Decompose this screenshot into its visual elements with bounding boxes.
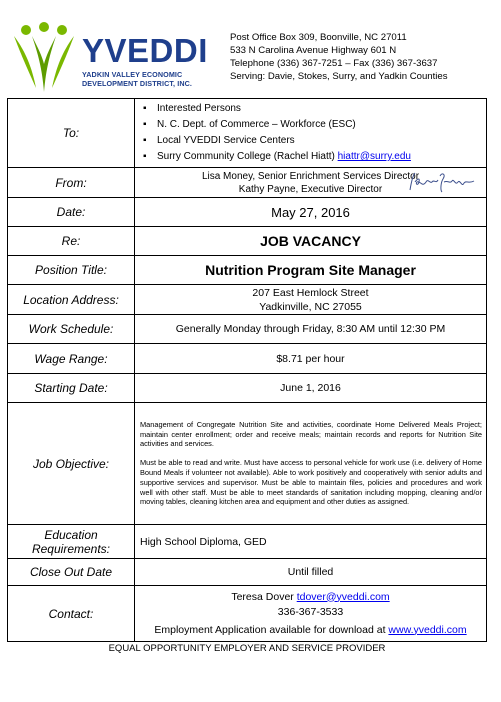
schedule-label: Work Schedule: [8,315,135,344]
close-label: Close Out Date [8,559,135,586]
recipient-list [135,99,486,167]
position-value: Nutrition Program Site Manager [135,256,487,285]
schedule-value: Generally Monday through Friday, 8:30 AM until 12:30 PM [135,315,487,344]
row-location [8,285,487,315]
contact-name-line: Teresa Dover tdover@yveddi.com [231,590,390,603]
recipient-item: ▪ Surry Community College (Rachel Hiatt) hiattr@surry.edu [157,149,486,165]
close-value: Until filled [135,559,487,586]
website-link[interactable]: www.yveddi.com [388,623,467,636]
objective-para-2: Must be able to read and write. Must have access to personal vehicle for work use (i.e. delivery of Home Bound Meals if volunteer not available). Able to work positively and cooperatively with senior adults and supportive services and supervisor. Must be able to maintain files, policies and procedures and work well with other staff. Must be able to meet standards of sanitation including mopping, cleaning and/or moving tables, cleaning kitchen area and equipment and other duties as assigned. [140,458,482,507]
wage-label: Wage Range: [8,344,135,374]
wage-value: $8.71 per hour [135,344,487,374]
row-start [8,374,487,403]
row-from [8,168,487,198]
logo-subtitle: YADKIN VALLEY ECONOMIC DEVELOPMENT DISTRICT, INC. [82,70,193,88]
location-label: Location Address: [8,285,135,315]
objective-para-1: Management of Congregate Nutrition Site and activities, coordinate Home Delivered Meals Project; maintain center enrollment; order and receive meals; maintain records and reports for Nutrition Site activities and services. [140,419,482,449]
row-position [8,256,487,285]
row-objective [8,403,487,525]
education-value: High School Diploma, GED [135,525,487,559]
contact-email-link[interactable]: tdover@yveddi.com [296,590,390,603]
date-value: May 27, 2016 [135,198,487,227]
recipient-item: ▪ N. C. Dept. of Commerce – Workforce (ESC) [157,117,486,133]
row-education [8,525,487,559]
location-line-1: 207 East Hemlock Street [252,286,369,299]
contact-label: Contact: [8,586,135,642]
logo-wordmark: YVEDDI [82,32,208,69]
re-label: Re: [8,227,135,256]
contact-phone: 336-367-3533 [277,605,344,618]
row-wage [8,344,487,374]
to-label: To: [8,99,135,168]
from-line-1: Lisa Money, Senior Enrichment Services Director [201,170,420,182]
application-line: Employment Application available for download at www.yveddi.com [154,623,467,636]
address-line: Telephone (336) 367-7251 – Fax (336) 367-3637 [230,58,438,69]
row-close [8,559,487,586]
recipient-item: ▪ Local YVEDDI Service Centers [157,133,486,149]
re-value: JOB VACANCY [135,227,487,256]
people-figures-icon [12,22,76,94]
row-contact [8,586,487,642]
start-label: Starting Date: [8,374,135,403]
row-re [8,227,487,256]
recipient-item: ▪ Interested Persons [157,101,486,117]
position-label: Position Title: [8,256,135,285]
education-label: Education Requirements: [8,525,135,559]
eeo-footer: EQUAL OPPORTUNITY EMPLOYER AND SERVICE PROVIDER [108,643,386,654]
location-line-2: Yadkinville, NC 27055 [259,300,362,313]
row-date [8,198,487,227]
yveddi-logo [12,22,212,94]
row-to [8,99,487,168]
address-line: Post Office Box 309, Boonville, NC 27011 [230,32,407,43]
job-vacancy-table [7,98,487,642]
start-value: June 1, 2016 [135,374,487,403]
objective-text [135,419,486,508]
address-line: Serving: Davie, Stokes, Surry, and Yadkin Counties [230,71,448,82]
address-line: 533 N Carolina Avenue Highway 601 N [230,45,397,56]
objective-label: Job Objective: [8,403,135,525]
from-label: From: [8,168,135,198]
agency-address [230,31,448,83]
date-label: Date: [8,198,135,227]
hiatt-email-link[interactable]: hiattr@surry.edu [337,151,411,162]
kathy-payne-signature [406,170,478,196]
from-line-2: Kathy Payne, Executive Director [238,183,383,195]
row-schedule [8,315,487,344]
